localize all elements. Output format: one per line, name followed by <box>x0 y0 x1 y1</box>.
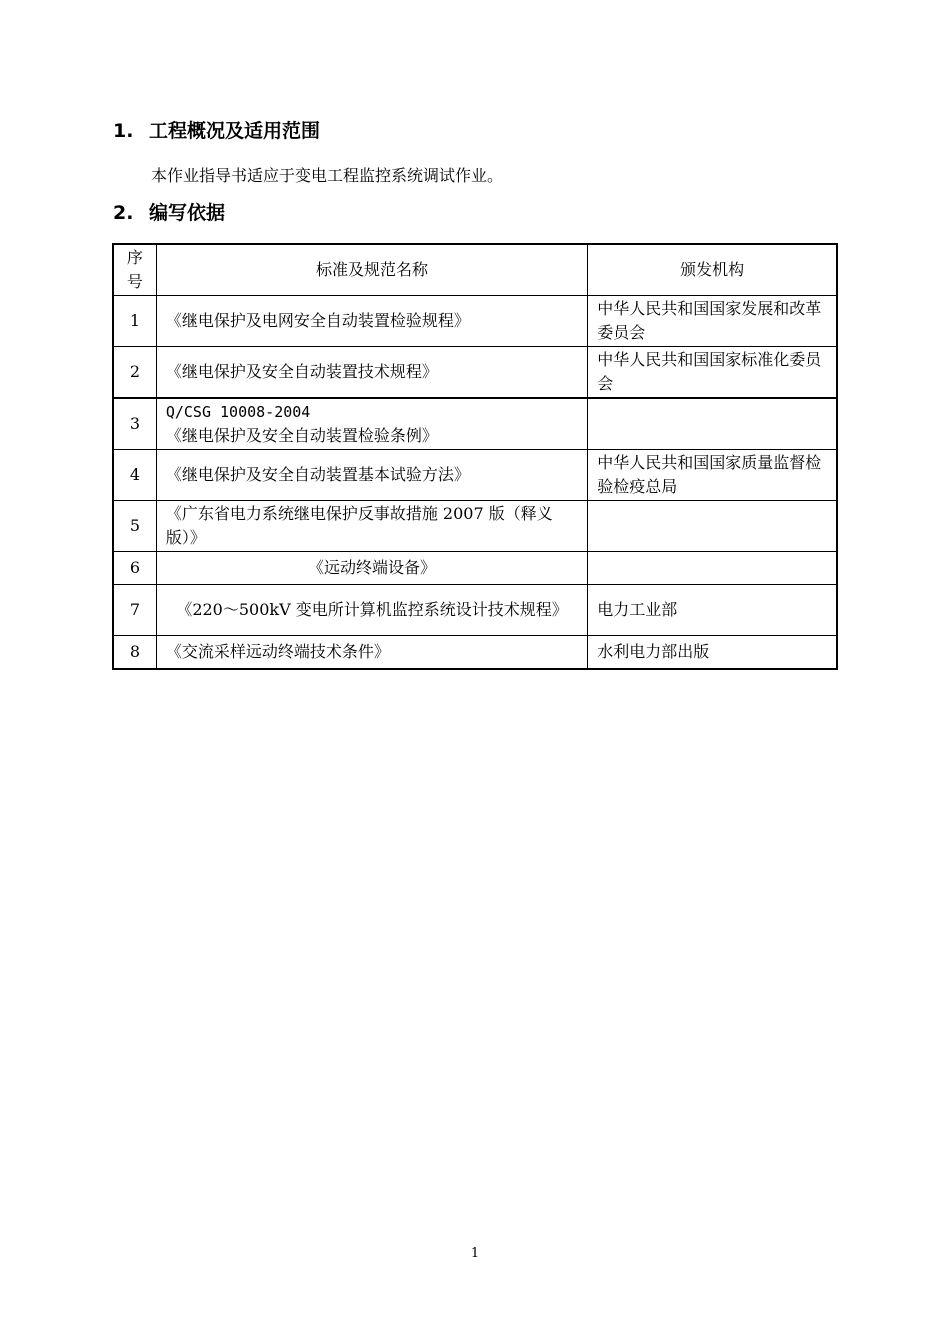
row-no: 8 <box>113 636 156 670</box>
standard-code: Q/CSG 10008-2004 <box>165 403 311 421</box>
section-number: 1. <box>113 120 134 142</box>
header-org: 颁发机构 <box>588 244 837 296</box>
section-number: 2. <box>113 202 134 224</box>
row-no: 1 <box>113 296 156 347</box>
standards-table <box>112 243 838 670</box>
section-title: 编写依据 <box>149 202 226 224</box>
table-row <box>113 636 837 670</box>
intro-paragraph: 本作业指导书适应于变电工程监控系统调试作业。 <box>151 166 504 185</box>
table-row <box>113 347 837 399</box>
row-issuer: 中华人民共和国国家发展和改革委员会 <box>588 296 837 347</box>
row-issuer: 水利电力部出版 <box>588 636 837 670</box>
row-standard-name: 《远动终端设备》 <box>156 552 587 585</box>
header-no: 序号 <box>113 244 156 296</box>
row-no: 5 <box>113 501 156 552</box>
section-heading-scope <box>113 118 320 144</box>
row-standard-name <box>156 398 587 450</box>
row-standard-name: 《220～500kV 变电所计算机监控系统设计技术规程》 <box>156 585 587 636</box>
table-header-row <box>113 244 837 296</box>
standard-title: 《继电保护及安全自动装置检验条例》 <box>165 426 438 445</box>
row-no: 7 <box>113 585 156 636</box>
row-standard-name: 《继电保护及电网安全自动装置检验规程》 <box>156 296 587 347</box>
row-standard-name: 《继电保护及安全自动装置基本试验方法》 <box>156 450 587 501</box>
row-no: 6 <box>113 552 156 585</box>
row-standard-name: 《交流采样远动终端技术条件》 <box>156 636 587 670</box>
section-title: 工程概况及适用范围 <box>149 120 321 142</box>
table-row <box>113 501 837 552</box>
row-issuer: 电力工业部 <box>588 585 837 636</box>
row-standard-name: 《继电保护及安全自动装置技术规程》 <box>156 347 587 399</box>
section-heading-basis <box>113 200 225 226</box>
header-name: 标准及规范名称 <box>156 244 587 296</box>
row-issuer: 中华人民共和国国家标准化委员会 <box>588 347 837 399</box>
row-issuer <box>588 501 837 552</box>
row-issuer: 中华人民共和国国家质量监督检验检疫总局 <box>588 450 837 501</box>
table-row <box>113 296 837 347</box>
row-issuer <box>588 398 837 450</box>
table-row <box>113 398 837 450</box>
row-no: 4 <box>113 450 156 501</box>
page-number: 1 <box>470 1246 480 1261</box>
table-row <box>113 450 837 501</box>
row-no: 3 <box>113 398 156 450</box>
row-no: 2 <box>113 347 156 399</box>
row-standard-name: 《广东省电力系统继电保护反事故措施 2007 版（释义版）》 <box>156 501 587 552</box>
row-issuer <box>588 552 837 585</box>
table-row <box>113 585 837 636</box>
table-row <box>113 552 837 585</box>
